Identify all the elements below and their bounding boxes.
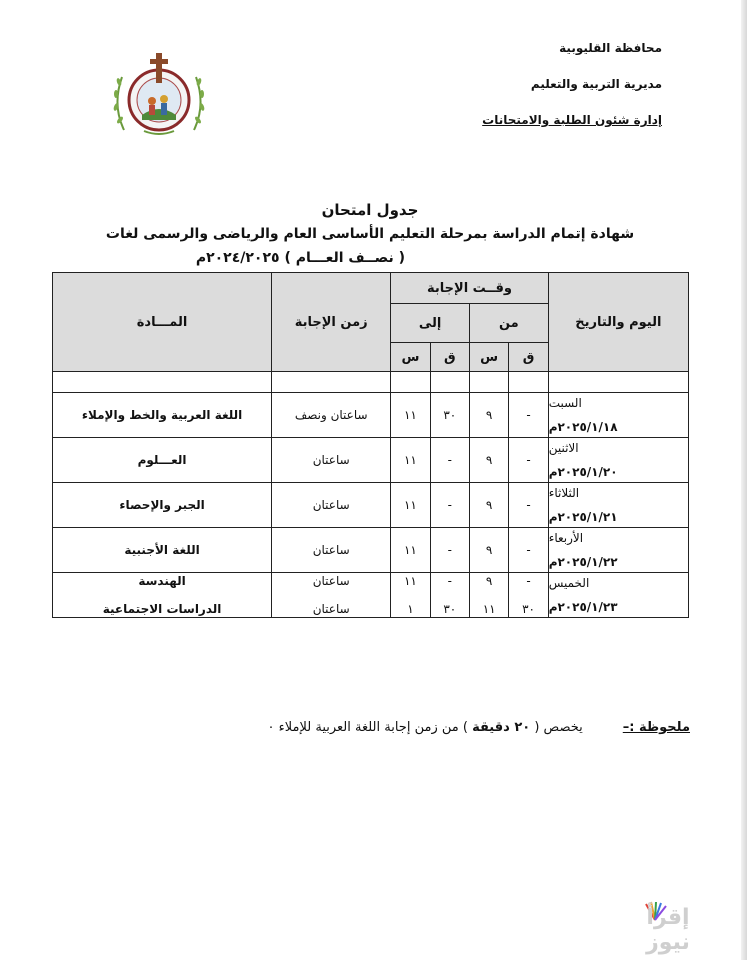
- from-minute: -: [509, 438, 548, 483]
- academic-year: ( نصــف العـــام ) ٢٠٢٤/٢٠٢٥م: [195, 250, 405, 266]
- table-spacer: [53, 372, 689, 393]
- duration-cell: ساعتان: [272, 528, 391, 573]
- header-block: [402, 38, 662, 146]
- from-hour: ٩: [485, 574, 493, 588]
- from-hour: ٩: [469, 483, 508, 528]
- day-name: الخميس: [548, 576, 590, 590]
- day-name: السبت: [548, 396, 582, 410]
- to-minute: -: [447, 574, 452, 588]
- duration: ساعتان: [312, 574, 350, 588]
- subject-cell: الجبر والإحصاء: [53, 483, 272, 528]
- day-date-cell: [548, 528, 688, 573]
- table-row: [53, 393, 689, 438]
- header-from-minute: ق: [509, 343, 548, 372]
- page-title: جدول امتحان: [321, 201, 419, 219]
- to-minute: -: [430, 438, 469, 483]
- from-hour-cell: [469, 573, 508, 618]
- to-hour: ١١: [391, 438, 430, 483]
- duration: ساعتان: [312, 602, 350, 616]
- directorate-label: مديرية التربية والتعليم: [530, 77, 662, 91]
- header-duration: زمن الإجابة: [272, 273, 391, 372]
- subject-cell: اللغة العربية والخط والإملاء: [53, 393, 272, 438]
- table-row: [53, 483, 689, 528]
- duration-cell: ساعتان ونصف: [272, 393, 391, 438]
- day-date-cell: [548, 483, 688, 528]
- exam-date: ٢٠٢٥/١/٢٠م: [548, 465, 618, 479]
- from-hour: ١١: [482, 602, 496, 616]
- to-hour: ١١: [391, 528, 430, 573]
- header-day-date: اليوم والتاريخ: [548, 273, 688, 372]
- from-minute: ٣٠: [522, 602, 535, 616]
- subject: الهندسة: [138, 574, 186, 588]
- page-subtitle: شهادة إتمام الدراسة بمرحلة التعليم الأساسى العام والرياضى والرسمى لغات: [105, 226, 635, 242]
- note-highlight: ٢٠ دقيقة: [472, 720, 531, 735]
- to-minute: -: [430, 528, 469, 573]
- header-to-hour: س: [391, 343, 430, 372]
- to-hour: ١١: [391, 393, 430, 438]
- note-text: [268, 720, 583, 735]
- from-hour: ٩: [469, 393, 508, 438]
- to-hour: ١١: [403, 574, 417, 588]
- duration-cell: ساعتان: [272, 438, 391, 483]
- day-name: الثلاثاء: [548, 486, 580, 500]
- header-to-minute: ق: [430, 343, 469, 372]
- to-hour-cell: [391, 573, 430, 618]
- from-minute-cell: [509, 573, 548, 618]
- day-date-cell: [548, 438, 688, 483]
- table-row: [53, 573, 689, 618]
- day-name: الاثنين: [548, 441, 579, 455]
- header-from: من: [469, 304, 548, 343]
- note-text-before: يخصص (: [534, 720, 583, 735]
- exam-date: ٢٠٢٥/١/٢٣م: [548, 600, 618, 614]
- header-subject: المـــادة: [53, 273, 272, 372]
- from-minute: -: [509, 393, 548, 438]
- header-from-hour: س: [469, 343, 508, 372]
- from-minute: -: [509, 528, 548, 573]
- note-label: ملحوظة :–: [622, 720, 690, 735]
- from-minute: -: [509, 483, 548, 528]
- exam-date: ٢٠٢٥/١/٢٢م: [548, 555, 618, 569]
- table-row: [53, 438, 689, 483]
- subject-cell: اللغة الأجنبية: [53, 528, 272, 573]
- from-hour: ٩: [469, 438, 508, 483]
- exam-date: ٢٠٢٥/١/٢١م: [548, 510, 618, 524]
- from-minute: -: [526, 574, 531, 588]
- exam-schedule-table: [52, 272, 689, 618]
- header-answer-time: وقــت الإجابة: [391, 273, 548, 304]
- page-edge-shadow: [741, 0, 747, 960]
- governorate-label: محافظة القليوبية: [559, 41, 662, 55]
- duration-cell: [272, 573, 391, 618]
- note-line: [60, 720, 690, 735]
- subject-cell: [53, 573, 272, 618]
- table-row: [53, 528, 689, 573]
- day-date-cell: [548, 393, 688, 438]
- subject: الدراسات الاجتماعية: [102, 602, 222, 616]
- day-name: الأربعاء: [548, 531, 584, 545]
- day-date-cell: [548, 573, 688, 618]
- department-label: إدارة شئون الطلبة والامتحانات: [482, 113, 662, 127]
- exam-date: ٢٠٢٥/١/١٨م: [548, 420, 618, 434]
- to-minute: ٣٠: [443, 602, 457, 616]
- ministry-logo: [104, 45, 214, 145]
- header-to: إلى: [391, 304, 470, 343]
- note-text-after: ) من زمن إجابة اللغة العربية للإملاء ٠: [267, 720, 468, 735]
- duration-cell: ساعتان: [272, 483, 391, 528]
- to-minute: ٣٠: [430, 393, 469, 438]
- to-hour: ١: [407, 602, 414, 616]
- to-hour: ١١: [391, 483, 430, 528]
- watermark-text: إقرأ نيوز: [646, 905, 690, 955]
- subject-cell: العـــلوم: [53, 438, 272, 483]
- to-minute-cell: [430, 573, 469, 618]
- to-minute: -: [430, 483, 469, 528]
- title-block: [70, 198, 670, 270]
- from-hour: ٩: [469, 528, 508, 573]
